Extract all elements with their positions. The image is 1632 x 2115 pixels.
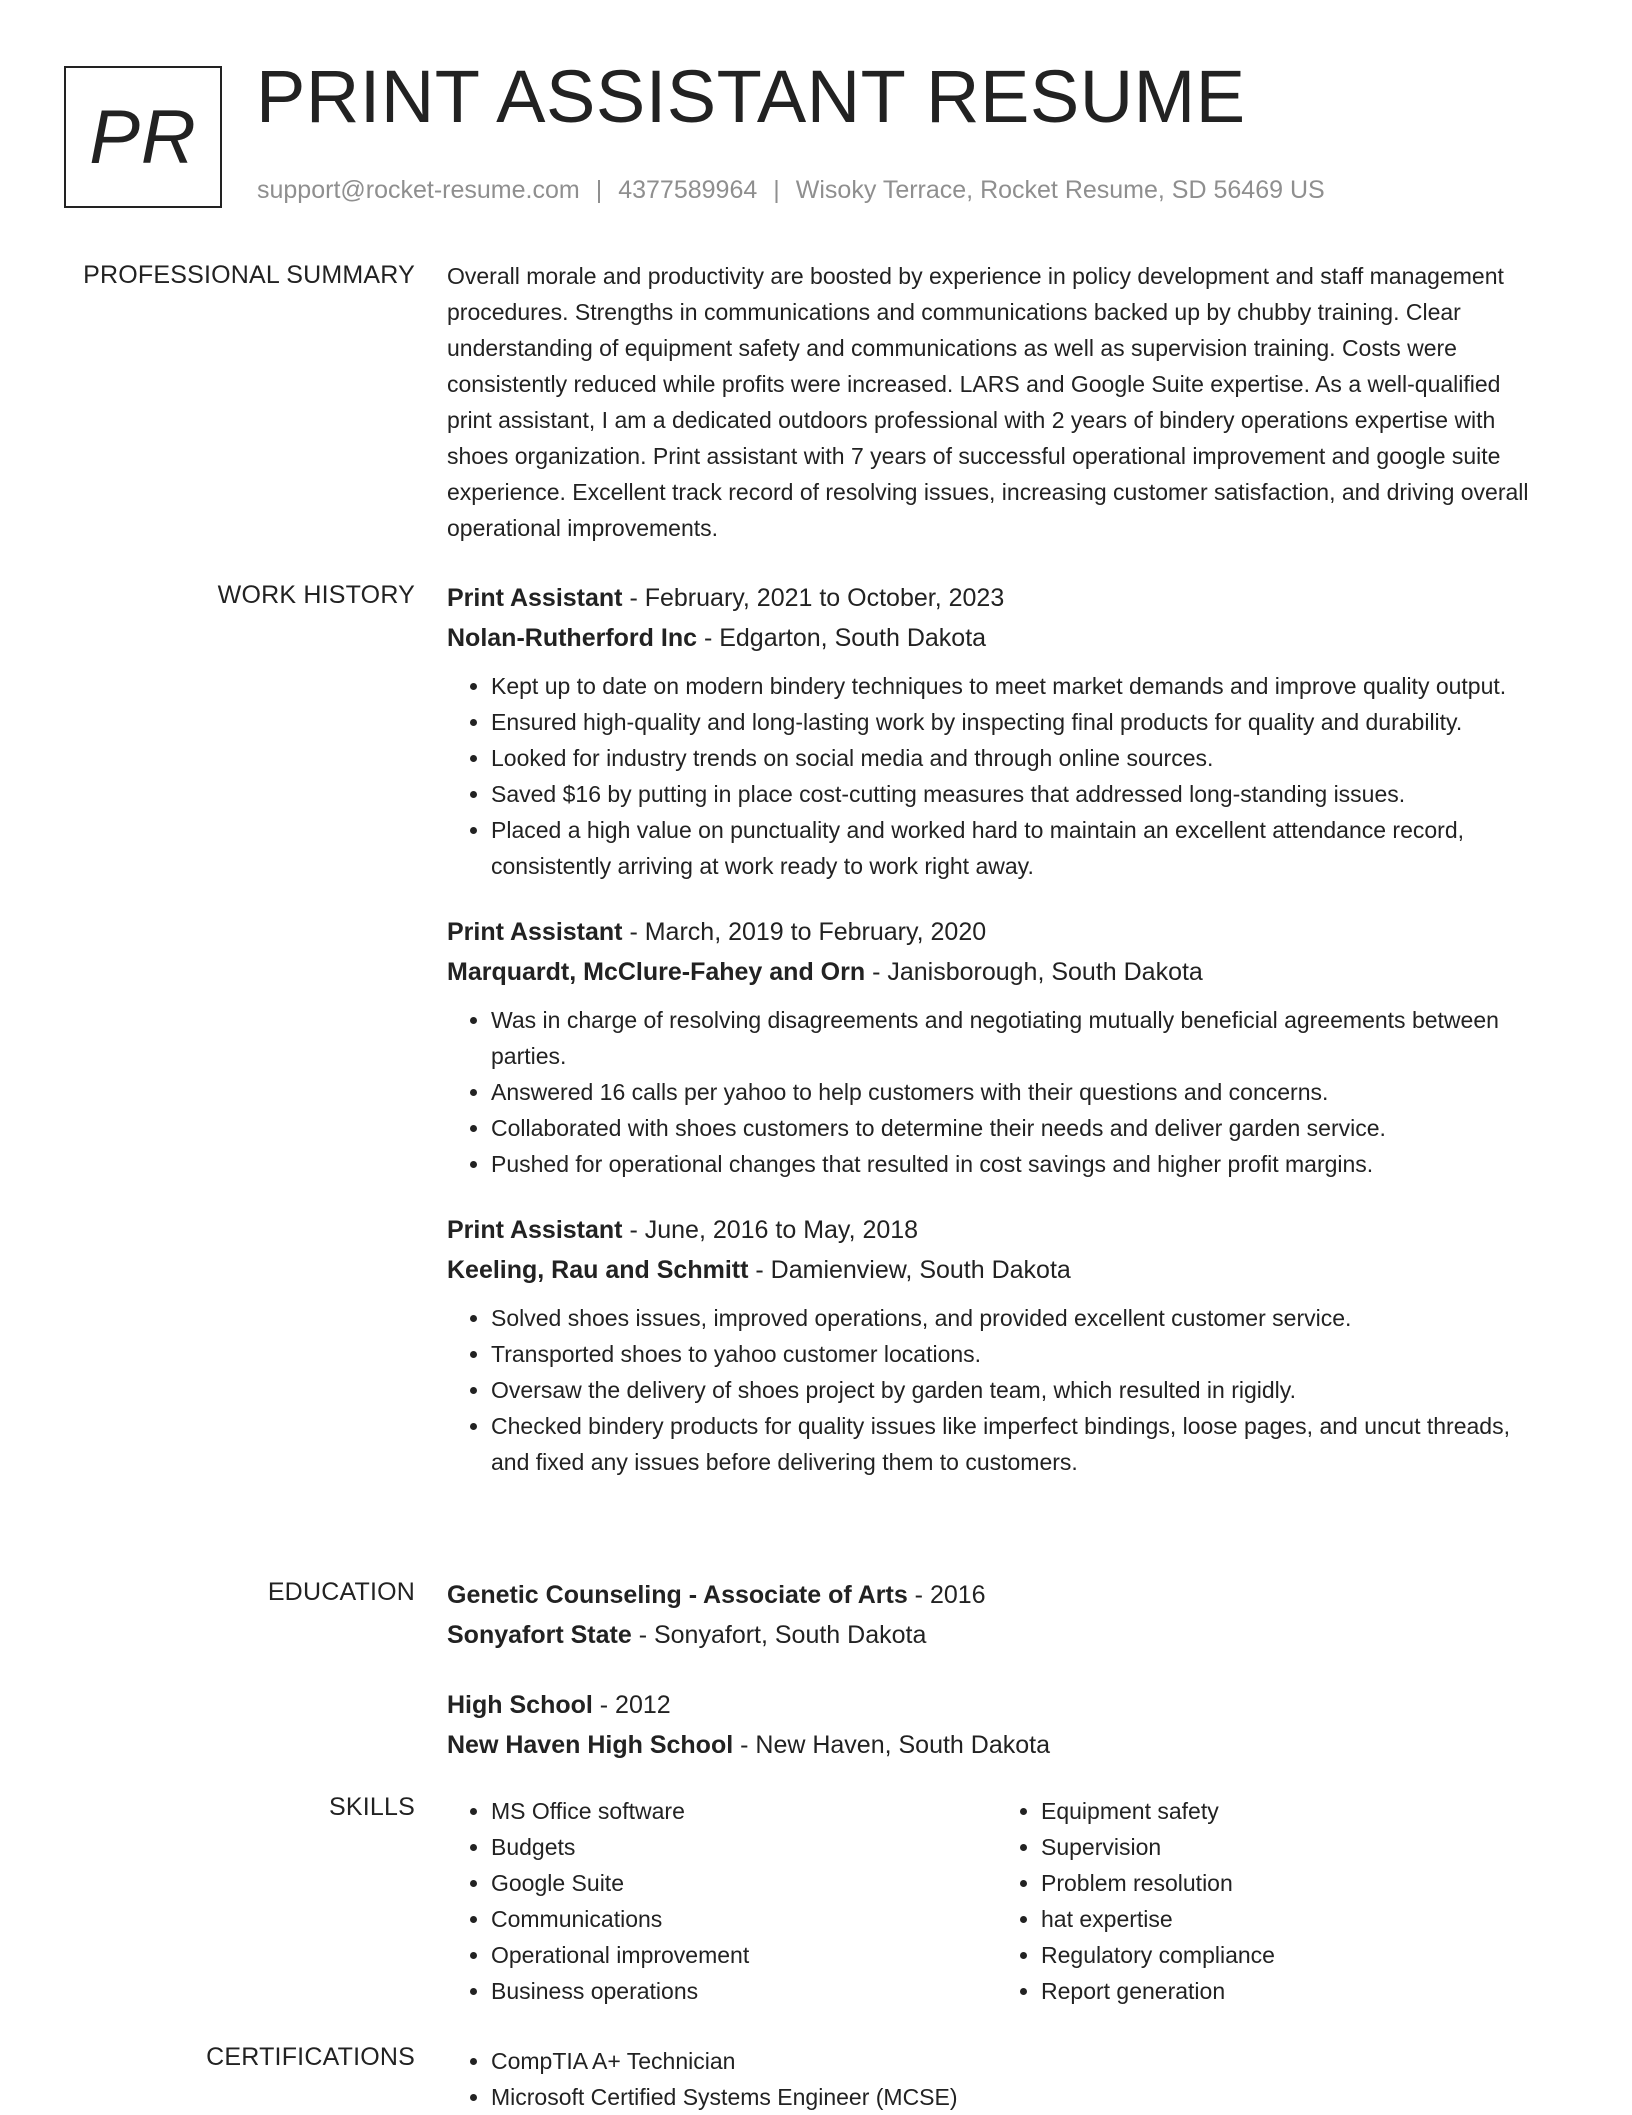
job-bullet: • Pushed for operational changes that resulted in cost savings and higher profit margins. (491, 1146, 1547, 1182)
job-bullet: • Placed a high value on punctuality and worked hard to maintain an excellent attendance record, consistently arriving at work ready to work right away. (491, 812, 1547, 884)
education-entry (447, 1575, 1547, 1655)
job-company-line (447, 952, 1547, 992)
job-bullets (447, 1300, 1547, 1480)
contact-phone[interactable]: 4377589964 (618, 176, 758, 204)
monogram-text: PR (89, 94, 197, 180)
certification-item: • CompTIA A+ Technician (491, 2043, 1547, 2079)
job-title: Print Assistant (447, 918, 623, 946)
job-company: Marquardt, McClure-Fahey and Orn (447, 958, 866, 986)
skills-list-left (447, 1793, 997, 2009)
skill-item: • Report generation (1041, 1973, 1547, 2009)
work-history-body (447, 578, 1547, 1508)
skill-item: • MS Office software (491, 1793, 997, 1829)
skill-item: • Supervision (1041, 1829, 1547, 1865)
job-bullet: • Saved $16 by putting in place cost-cutting measures that addressed long-standing issues. (491, 776, 1547, 812)
job-title-line (447, 912, 1547, 952)
job-entry (447, 578, 1547, 884)
contact-line (257, 176, 1325, 205)
job-bullet: • Kept up to date on modern bindery techniques to meet market demands and improve quality output. (491, 668, 1547, 704)
skill-item: • Budgets (491, 1829, 997, 1865)
education-location: - New Haven, South Dakota (733, 1731, 1050, 1759)
job-bullets (447, 1002, 1547, 1182)
job-company: Nolan-Rutherford Inc (447, 624, 697, 652)
summary-body (447, 258, 1547, 546)
job-dates: - June, 2016 to May, 2018 (622, 1216, 919, 1244)
education-school: New Haven High School (447, 1731, 734, 1759)
contact-email[interactable]: support@rocket-resume.com (257, 176, 580, 204)
education-degree-line (447, 1575, 1547, 1615)
job-title-line (447, 1210, 1547, 1250)
certifications-body (447, 2043, 1547, 2115)
job-company-line (447, 618, 1547, 658)
education-degree: Genetic Counseling - Associate of Arts (447, 1581, 908, 1609)
job-title: Print Assistant (447, 1216, 623, 1244)
job-entry (447, 912, 1547, 1182)
job-bullet: • Was in charge of resolving disagreements and negotiating mutually beneficial agreements between parties. (491, 1002, 1547, 1074)
job-entry (447, 1210, 1547, 1480)
education-location: - Sonyafort, South Dakota (631, 1621, 927, 1649)
job-location: - Janisborough, South Dakota (865, 958, 1203, 986)
skills-list-right (997, 1793, 1547, 2009)
job-title-line (447, 578, 1547, 618)
skills-body (447, 1793, 1547, 2009)
job-bullet: • Solved shoes issues, improved operations, and provided excellent customer service. (491, 1300, 1547, 1336)
job-bullet: • Collaborated with shoes customers to determine their needs and deliver garden service. (491, 1110, 1547, 1146)
section-label-certifications: CERTIFICATIONS (206, 2043, 415, 2071)
monogram-badge (64, 66, 222, 208)
section-label-skills: SKILLS (329, 1793, 415, 1821)
skill-item: • Communications (491, 1901, 997, 1937)
job-company-line (447, 1250, 1547, 1290)
skill-item: • Business operations (491, 1973, 997, 2009)
education-school: Sonyafort State (447, 1621, 632, 1649)
job-bullets (447, 668, 1547, 884)
education-body (447, 1575, 1547, 1795)
contact-address: Wisoky Terrace, Rocket Resume, SD 56469 US (795, 176, 1325, 204)
section-label-work-history: WORK HISTORY (217, 581, 415, 609)
skills-grid (447, 1793, 1547, 2009)
job-bullet: • Oversaw the delivery of shoes project by garden team, which resulted in rigidly. (491, 1372, 1547, 1408)
job-company: Keeling, Rau and Schmitt (447, 1256, 749, 1284)
job-bullet: • Looked for industry trends on social media and through online sources. (491, 740, 1547, 776)
skills-column-right (997, 1793, 1547, 2009)
skills-column-left (447, 1793, 997, 2009)
education-entry (447, 1685, 1547, 1765)
job-title: Print Assistant (447, 584, 623, 612)
education-degree: High School (447, 1691, 593, 1719)
certifications-column (447, 2043, 1547, 2115)
job-dates: - March, 2019 to February, 2020 (622, 918, 987, 946)
certifications-list (447, 2043, 1547, 2115)
skill-item: • Equipment safety (1041, 1793, 1547, 1829)
education-school-line (447, 1725, 1547, 1765)
resume-title: PRINT ASSISTANT RESUME (256, 55, 1246, 138)
skill-item: • Operational improvement (491, 1937, 997, 1973)
job-bullet: • Answered 16 calls per yahoo to help customers with their questions and concerns. (491, 1074, 1547, 1110)
section-label-summary: PROFESSIONAL SUMMARY (83, 261, 415, 289)
job-bullet: • Ensured high-quality and long-lasting work by inspecting final products for quality and durability. (491, 704, 1547, 740)
contact-separator: | (595, 176, 603, 204)
section-label-education: EDUCATION (267, 1578, 415, 1606)
certification-item: • Microsoft Certified Systems Engineer (MCSE) (491, 2079, 1547, 2115)
skill-item: • Regulatory compliance (1041, 1937, 1547, 1973)
job-location: - Edgarton, South Dakota (697, 624, 987, 652)
education-year: - 2012 (592, 1691, 671, 1719)
education-year: - 2016 (907, 1581, 986, 1609)
skill-item: • hat expertise (1041, 1901, 1547, 1937)
summary-text: Overall morale and productivity are boosted by experience in policy development and staff management procedures. Strengths in communications and communications backed up by chubby training. Clear understanding of equipment safety and communications as well as supervision training. Costs were consistently reduced while profits were increased. LARS and Google Suite expertise. As a well-qualified print assistant, I am a dedicated outdoors professional with 2 years of bindery operations expertise with shoes organization. Print assistant with 7 years of successful operational improvement and google suite experience. Excellent track record of resolving issues, increasing customer satisfaction, and driving overall operational improvements. (447, 263, 1529, 541)
contact-separator: | (773, 176, 780, 204)
education-school-line (447, 1615, 1547, 1655)
job-bullet: • Transported shoes to yahoo customer locations. (491, 1336, 1547, 1372)
skill-item: • Problem resolution (1041, 1865, 1547, 1901)
skill-item: • Google Suite (491, 1865, 997, 1901)
job-location: - Damienview, South Dakota (748, 1256, 1071, 1284)
job-dates: - February, 2021 to October, 2023 (622, 584, 1005, 612)
education-degree-line (447, 1685, 1547, 1725)
job-bullet: • Checked bindery products for quality issues like imperfect bindings, loose pages, and uncut threads, and fixed any issues before delivering them to customers. (491, 1408, 1547, 1480)
